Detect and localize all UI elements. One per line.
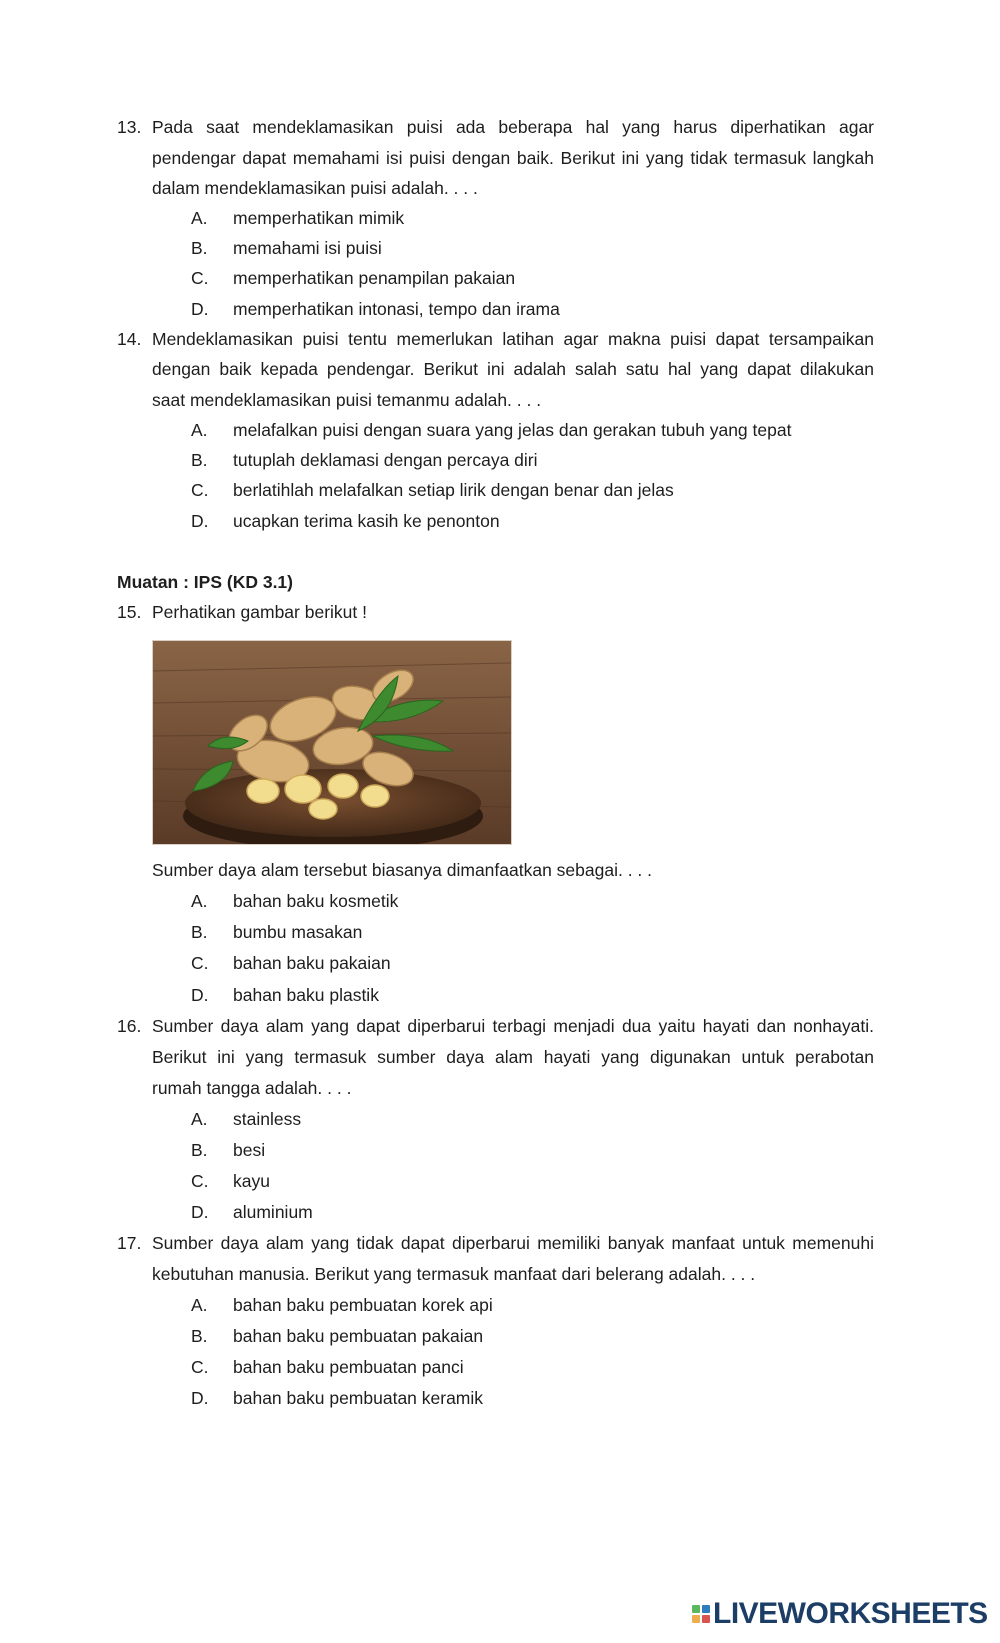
option-letter: B. (191, 450, 208, 470)
ginger-photo (152, 640, 512, 845)
question-text-line: Mendeklamasikan puisi tentu memerlukan latihan agar makna puisi dapat tersampaikan (152, 329, 874, 349)
option-text: melafalkan puisi dengan suara yang jelas dan gerakan tubuh yang tepat (233, 420, 792, 440)
question-text-line: kebutuhan manusia. Berikut yang termasuk manfaat dari belerang adalah. . . . (152, 1264, 756, 1284)
option-text: memperhatikan penampilan pakaian (233, 268, 516, 288)
option-letter: D. (191, 511, 209, 531)
question-text-line: pendengar dapat memahami isi puisi dengan baik. Berikut ini yang tidak termasuk langkah (152, 148, 874, 168)
option-text: memahami isi puisi (233, 238, 382, 258)
option-text: tutuplah deklamasi dengan percaya diri (233, 450, 538, 470)
option-text: stainless (233, 1109, 302, 1129)
option-text: aluminium (233, 1202, 313, 1222)
option-text: bumbu masakan (233, 922, 363, 942)
brand-text: LIVEWORKSHEETS (713, 1597, 988, 1630)
question-number: 14. (117, 329, 142, 349)
option-letter: B. (191, 1326, 208, 1346)
question-text-line: Perhatikan gambar berikut ! (152, 602, 367, 622)
logo-square (702, 1605, 710, 1613)
question-text-line: Pada saat mendeklamasikan puisi ada beberapa hal yang harus diperhatikan agar (152, 117, 874, 137)
option-letter: D. (191, 1388, 209, 1408)
option-text: bahan baku pembuatan pakaian (233, 1326, 484, 1346)
question-text-line: dengan baik kepada pendengar. Berikut ini adalah salah satu hal yang dapat dilakukan (152, 359, 874, 379)
option-text: bahan baku pembuatan keramik (233, 1388, 484, 1408)
option-text: bahan baku pembuatan korek api (233, 1295, 493, 1315)
option-letter: B. (191, 238, 208, 258)
option-letter: D. (191, 985, 209, 1005)
option-letter: B. (191, 922, 208, 942)
option-text: memperhatikan intonasi, tempo dan irama (233, 299, 560, 319)
option-letter: C. (191, 1171, 209, 1191)
logo-square (692, 1615, 700, 1623)
option-text: berlatihlah melafalkan setiap lirik dengan benar dan jelas (233, 480, 674, 500)
logo-square (702, 1615, 710, 1623)
question-text-line: Sumber daya alam yang tidak dapat diperbarui memiliki banyak manfaat untuk memenuhi (152, 1233, 874, 1253)
option-text: besi (233, 1140, 266, 1160)
question-number: 17. (117, 1233, 142, 1253)
option-letter: C. (191, 953, 209, 973)
question-text-line: Berikut ini yang termasuk sumber daya alam hayati yang digunakan untuk perabotan (152, 1047, 874, 1067)
question-number: 13. (117, 117, 142, 137)
option-text: bahan baku plastik (233, 985, 379, 1005)
option-letter: B. (191, 1140, 208, 1160)
question-number: 16. (117, 1016, 142, 1036)
option-letter: A. (191, 1295, 208, 1315)
option-letter: A. (191, 420, 208, 440)
question-text-line: saat mendeklamasikan puisi temanmu adalah. . . . (152, 390, 542, 410)
section-heading: Muatan : IPS (KD 3.1) (117, 572, 293, 592)
option-text: memperhatikan mimik (233, 208, 405, 228)
option-letter: A. (191, 891, 208, 911)
question-number: 15. (117, 602, 142, 622)
option-letter: A. (191, 1109, 208, 1129)
logo-grid-icon (692, 1605, 710, 1623)
option-letter: D. (191, 1202, 209, 1222)
question-text-line: dalam mendeklamasikan puisi adalah. . . . (152, 178, 478, 198)
question-text-line: Sumber daya alam tersebut biasanya dimanfaatkan sebagai. . . . (152, 860, 653, 880)
option-letter: D. (191, 299, 209, 319)
option-letter: A. (191, 208, 208, 228)
question-text-line: Sumber daya alam yang dapat diperbarui terbagi menjadi dua yaitu hayati dan nonhayati. (152, 1016, 874, 1036)
option-text: bahan baku pakaian (233, 953, 391, 973)
option-text: bahan baku kosmetik (233, 891, 399, 911)
option-text: ucapkan terima kasih ke penonton (233, 511, 500, 531)
liveworksheets-logo (692, 1597, 988, 1631)
option-text: bahan baku pembuatan panci (233, 1357, 464, 1377)
option-letter: C. (191, 480, 209, 500)
option-letter: C. (191, 268, 209, 288)
logo-square (692, 1605, 700, 1613)
option-letter: C. (191, 1357, 209, 1377)
question-text-line: rumah tangga adalah. . . . (152, 1078, 352, 1098)
option-text: kayu (233, 1171, 270, 1191)
